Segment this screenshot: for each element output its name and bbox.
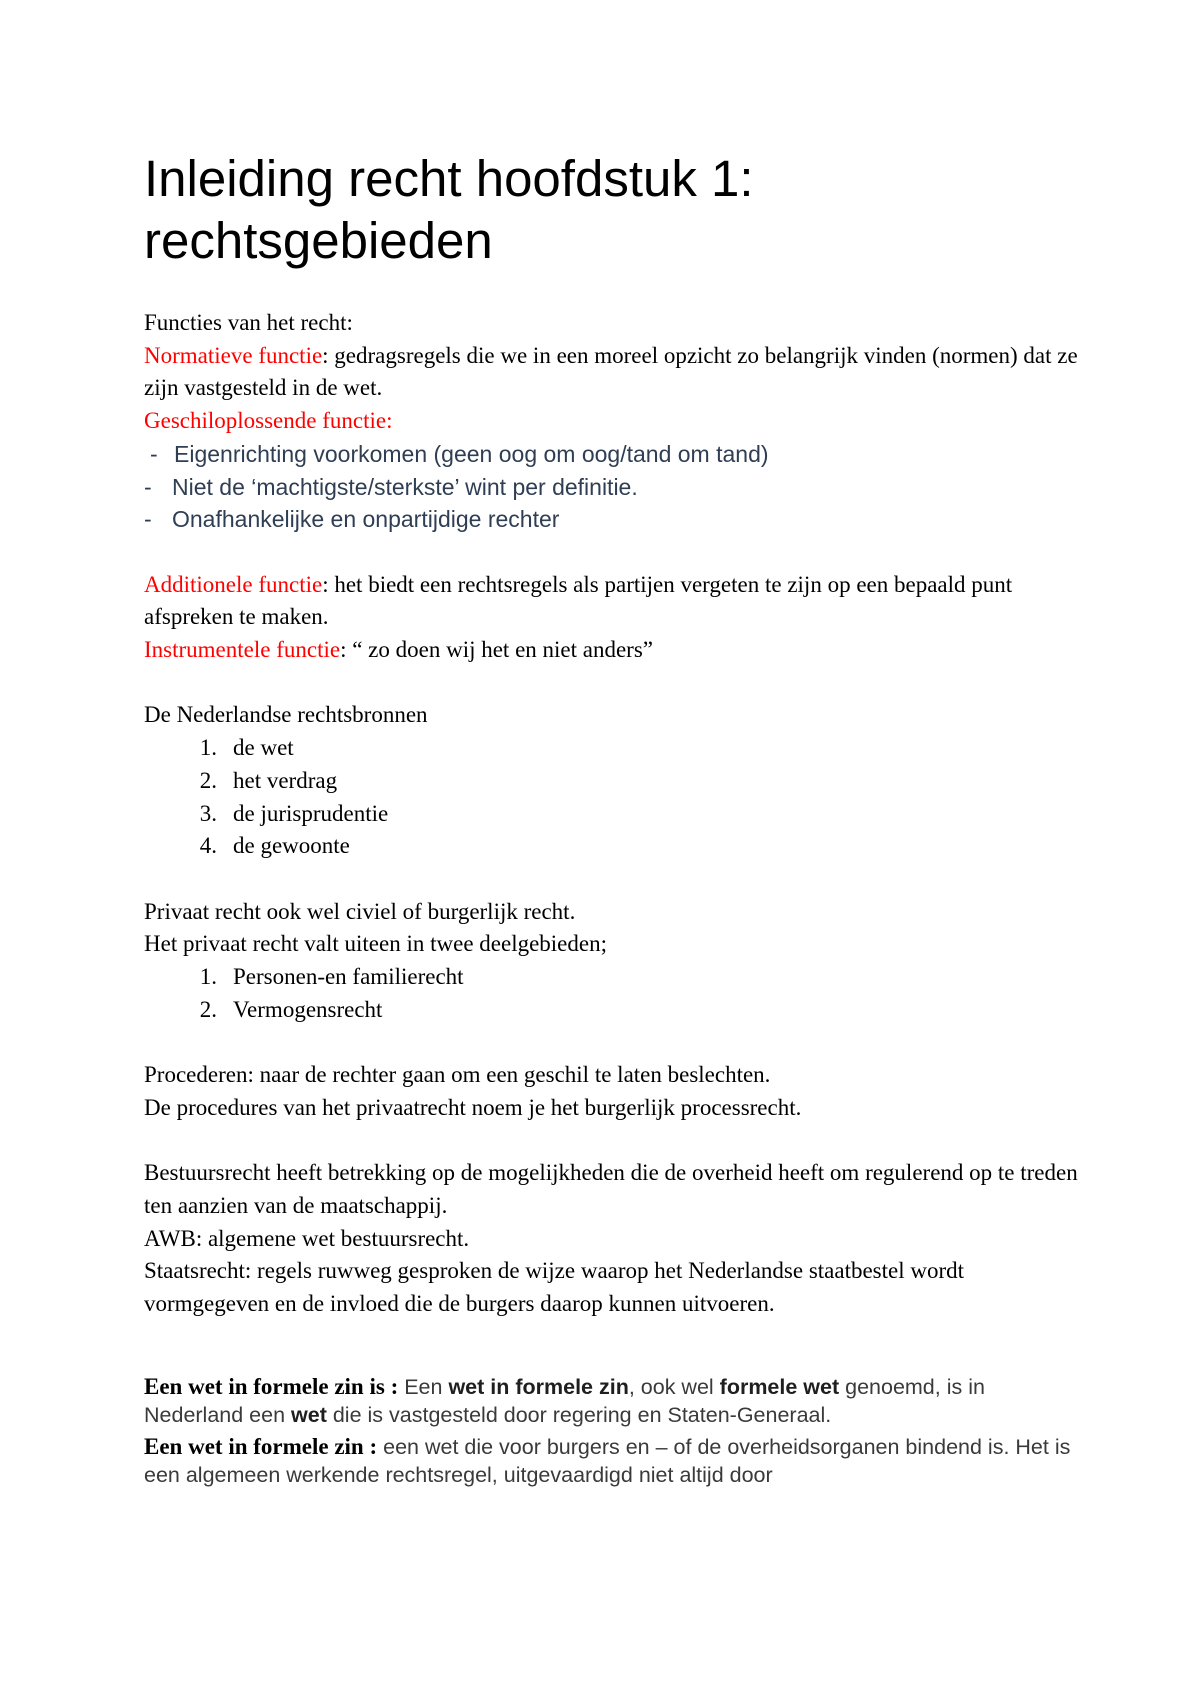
additionele-label: Additionele functie [144, 571, 323, 597]
formele-label-2: Een wet in formele zin : [144, 1433, 378, 1459]
list-item: 4. de gewoonte [199, 833, 350, 859]
privaat-list [144, 961, 1084, 1026]
additionele-text: : het biedt een rechtsregels als partijen vergeten te zijn op een bepaald punt afspreken te maken. [144, 571, 1013, 630]
formele-wet-paragraph-1: Een wet in formele zin is : Een wet in formele zin, ook wel formele wet genoemd, is in Nederland een wet die is vastgesteld door regering en Staten-Generaal. [144, 1373, 985, 1427]
bestuursrecht-paragraph: Bestuursrecht heeft betrekking op de mogelijkheden die de overheid heeft om regulerend op te treden ten aanzien van de maatschappij. [144, 1160, 1078, 1218]
privaat-line-2: Het privaat recht valt uiteen in twee deelgebieden; [144, 931, 607, 957]
list-item: 2. het verdrag [199, 767, 338, 793]
document-page [144, 148, 1084, 1489]
staatsrecht-paragraph: Staatsrecht: regels ruwweg gesproken de wijze waarop het Nederlandse staatbestel wordt vormgegeven en de invloed die de burgers daarop kunnen uitvoeren. [144, 1258, 965, 1317]
geschil-label: Geschiloplossende functie: [144, 408, 393, 434]
formele-wet-paragraph-2: Een wet in formele zin : een wet die voor burgers en – of de overheidsorganen bindend is. Het is een algemeen werkende rechtsregel, uitgevaardigd niet altijd door [144, 1433, 1071, 1487]
normatieve-text: : gedragsregels die we in een moreel opzicht zo belangrijk vinden (normen) dat ze zijn vastgesteld in de wet. [144, 342, 1078, 401]
procederen-line-2: De procedures van het privaatrecht noem je het burgerlijk processrecht. [144, 1094, 802, 1120]
formele-label-1: Een wet in formele zin is : [144, 1373, 399, 1399]
privaat-line-1: Privaat recht ook wel civiel of burgerlijk recht. [144, 898, 576, 924]
list-item: 3. de jurisprudentie [199, 800, 389, 826]
page-title: Inleiding recht hoofdstuk 1: rechtsgebieden [144, 150, 754, 269]
geschil-list [144, 438, 1084, 536]
normatieve-label: Normatieve functie [144, 342, 323, 368]
list-item: 1. de wet [199, 735, 294, 761]
list-item: - Niet de ‘machtigste/sterkste’ wint per definitie. [144, 473, 638, 500]
awb-line: AWB: algemene wet bestuursrecht. [144, 1225, 470, 1251]
list-item: - Eigenrichting voorkomen (geen oog om oog/tand om tand) [150, 440, 769, 467]
additionele-paragraph [144, 569, 1084, 634]
bronnen-heading: De Nederlandse rechtsbronnen [144, 702, 428, 728]
list-item: 1. Personen-en familierecht [199, 964, 464, 990]
bronnen-list [144, 732, 1084, 863]
instrumentele-paragraph [144, 634, 1084, 667]
list-item: 2. Vermogensrecht [199, 996, 383, 1022]
instrumentele-text: : “ zo doen wij het en niet anders” [340, 637, 653, 663]
instrumentele-label: Instrumentele functie [144, 637, 341, 663]
normatieve-paragraph [144, 340, 1084, 405]
list-item: - Onafhankelijke en onpartijdige rechter [144, 506, 560, 533]
procederen-line-1: Procederen: naar de rechter gaan om een geschil te laten beslechten. [144, 1062, 771, 1088]
functies-heading: Functies van het recht: [144, 310, 353, 335]
